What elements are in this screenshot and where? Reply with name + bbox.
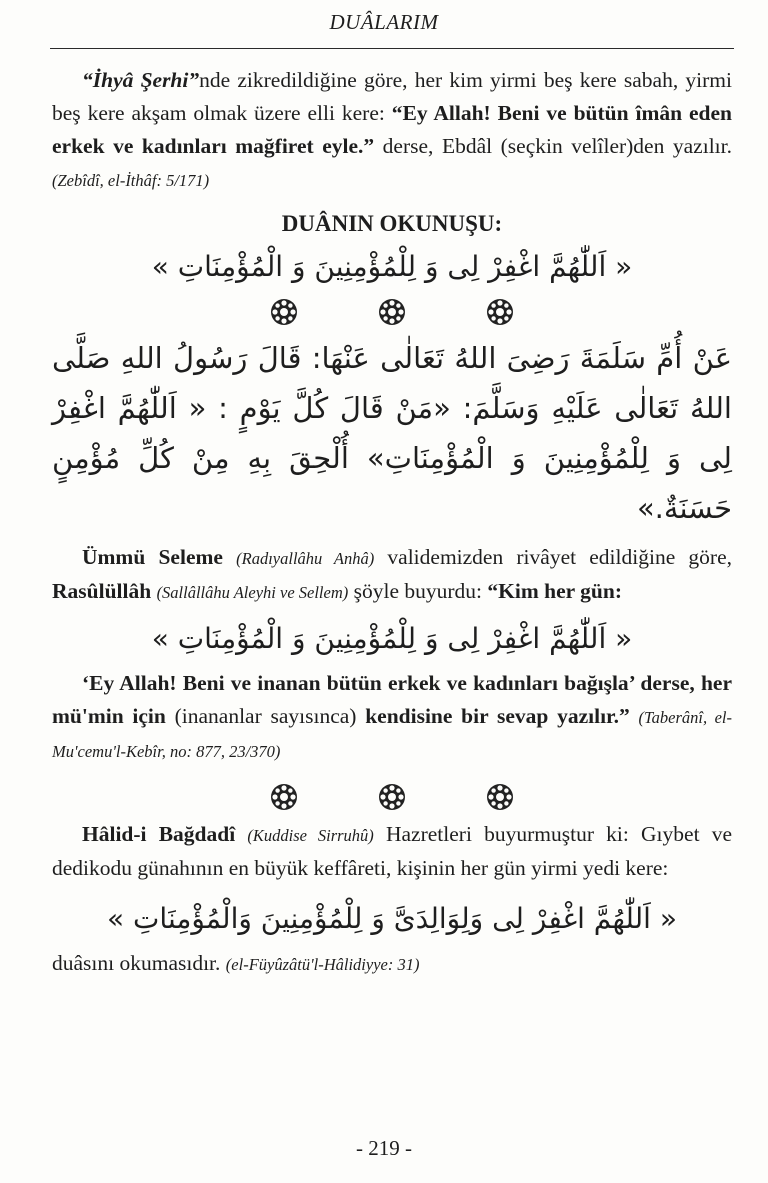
rosette-icon xyxy=(269,297,299,327)
para-text: derse, Ebdâl (seçkin velîler)den yazılır. xyxy=(374,134,732,158)
para-text: duâsını okumasıdır. xyxy=(52,951,226,975)
para-text: validemizden rivâyet edildiğine göre, xyxy=(374,545,732,569)
arabic-prayer: « اَللّٰهُمَّ اغْفِرْ لِى وَ لِلْمُؤْمِنِينَ وَ الْمُؤْمِنَاتِ » xyxy=(151,250,633,283)
page-number: - 219 - xyxy=(356,1136,412,1160)
header-rule xyxy=(50,48,734,49)
meaning-quote: kendisine bir sevap yazılır.” xyxy=(365,704,630,728)
ornament-divider xyxy=(52,782,732,812)
para-text: şöyle buyurdu: xyxy=(348,579,488,603)
hadith-quote: “Kim her gün: xyxy=(487,579,622,603)
para-text: nde zikredildiğine göre, her kim yirmi beş kere sabah, yirmi beş kere akşam olmak üzere elli kere: xyxy=(52,68,732,125)
prophet-name: Rasûlüllâh xyxy=(52,579,152,603)
source-citation: (Zebîdî, el-İthâf: 5/171) xyxy=(52,171,210,190)
rosette-icon xyxy=(485,297,515,327)
narrator-name: Ümmü Seleme xyxy=(82,545,223,569)
arabic-prayer: « اَللّٰهُمَّ اغْفِرْ لِى وَ لِلْمُؤْمِنِينَ وَ الْمُؤْمِنَاتِ » xyxy=(151,622,633,655)
ornament-divider xyxy=(52,297,732,327)
arabic-hadith: عَنْ أُمِّ سَلَمَةَ رَضِىَ اللهُ تَعَالٰى عَنْهَا: قَالَ رَسُولُ اللهِ صَلَّى اللهُ تَعَالٰى عَلَيْهِ وَسَلَّمَ: «مَنْ قَالَ كُلَّ يَوْمٍ : « اَللّٰهُمَّ اغْفِرْ لِى وَ لِلْمُؤْمِنِينَ وَ الْمُؤْمِنَاتِ» أُلْحِقَ بِهِ مِنْ كُلِّ مُؤْمِنٍ حَسَنَةٌ.» xyxy=(52,341,732,525)
para-text: (inananlar sayısınca) xyxy=(165,704,366,728)
arabic-prayer: « اَللّٰهُمَّ اغْفِرْ لِى وَلِوَالِدَىَّ وَ لِلْمُؤْمِنِينَ وَالْمُؤْمِنَاتِ » xyxy=(107,902,677,935)
rosette-icon xyxy=(485,782,515,812)
paragraph-halid xyxy=(52,818,732,885)
rosette-icon xyxy=(377,782,407,812)
meaning-quote: ‘Ey Allah! Beni ve inanan bütün erkek ve kadınları bağışla’ derse, her mü'min için xyxy=(52,671,732,728)
honorific: (Sallâllâhu Aleyhi ve Sellem) xyxy=(156,583,349,602)
section-title: DUÂNIN OKUNUŞU: xyxy=(281,211,503,236)
scholar-name: Hâlid-i Bağdadî xyxy=(82,822,236,846)
title-reference: “İhyâ Şerhi” xyxy=(82,68,200,92)
paragraph-meaning xyxy=(52,667,732,768)
paragraph-umm-salama xyxy=(52,541,732,609)
running-head: DUÂLARIM xyxy=(329,10,439,34)
honorific: (Radıyallâhu Anhâ) xyxy=(236,549,375,568)
prayer-quote: “Ey Allah! Beni ve bütün îmân eden erkek ve kadınları mağfiret eyle.” xyxy=(52,101,732,158)
page-body xyxy=(52,64,732,981)
rosette-icon xyxy=(269,782,299,812)
para-text: Hazretleri buyurmuştur ki: Gıybet ve dedikodu günahının en büyük keffâreti, kişinin her gün yirmi yedi kere: xyxy=(52,822,733,880)
source-citation: (el-Füyûzâtü'l-Hâlidiyye: 31) xyxy=(225,955,420,974)
paragraph-closing xyxy=(52,947,732,981)
source-citation: (Taberânî, el-Mu'cemu'l-Kebîr, no: 877, 23/370) xyxy=(52,708,732,761)
honorific: (Kuddise Sirruhû) xyxy=(247,826,374,845)
rosette-icon xyxy=(377,297,407,327)
paragraph-ihya xyxy=(52,64,732,197)
